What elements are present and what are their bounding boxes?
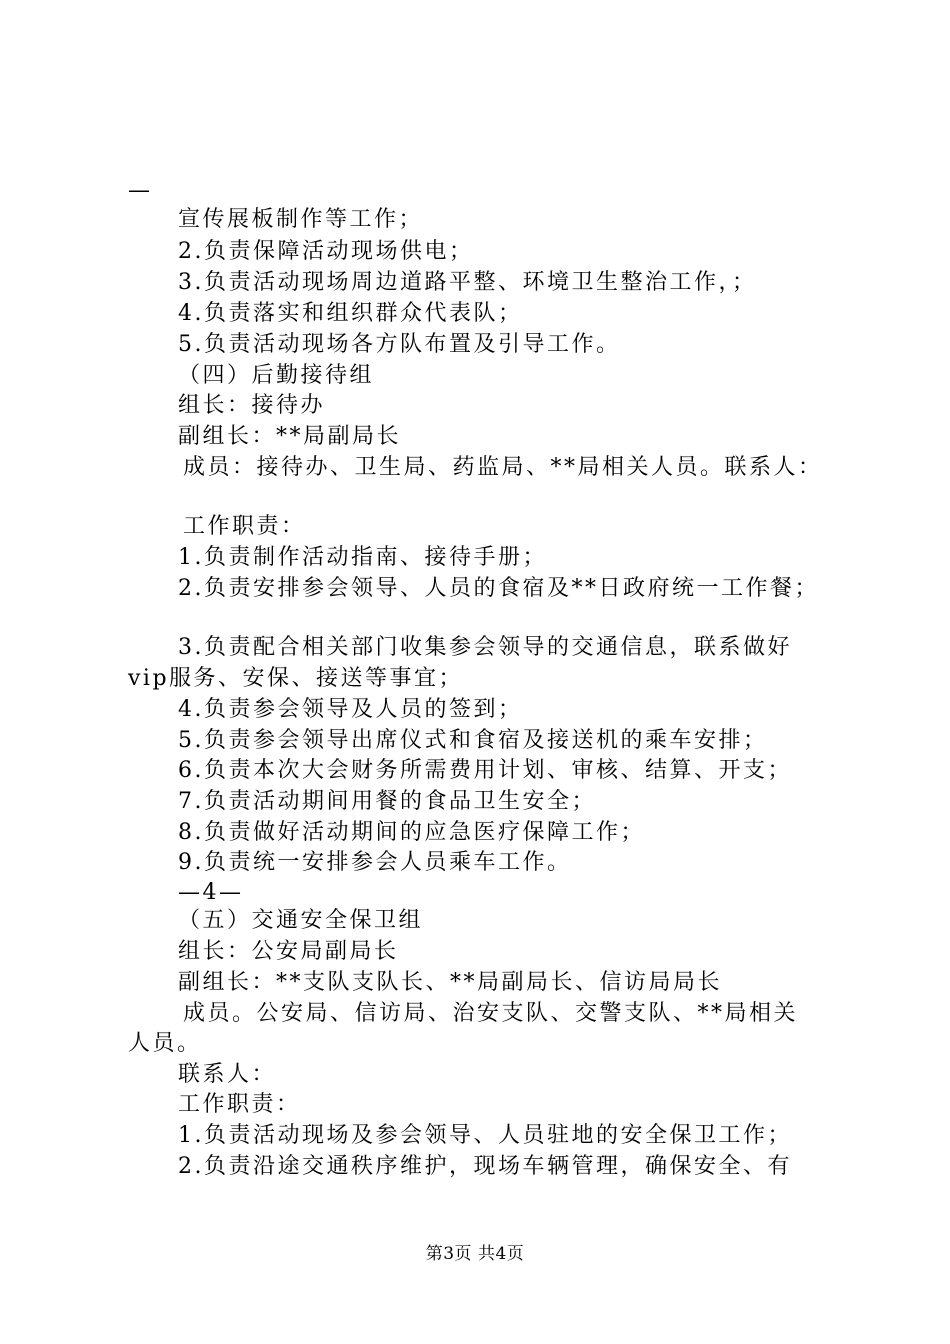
text-line: 4.负责落实和组织群众代表队； <box>178 301 523 326</box>
text-line: 副组长：**支队支队长、**局副局长、信访局局长 <box>178 970 723 995</box>
text-line: 9.负责统一安排参会人员乘车工作。 <box>178 850 572 875</box>
text-line: 组长：接待办 <box>178 393 326 418</box>
text-line: 5.负责参会领导出席仪式和食宿及接送机的乘车安排； <box>178 728 768 753</box>
text-line: 成员。公安局、信访局、治安支队、交警支队、**局相关 <box>183 1001 799 1026</box>
text-line: 组长：公安局副局长 <box>178 939 399 964</box>
text-line: vip服务、安保、接送等事宜； <box>128 666 464 691</box>
text-line: 5.负责活动现场各方队布置及引导工作。 <box>178 332 621 357</box>
text-line: 3.负责配合相关部门收集参会领导的交通信息，联系做好 <box>178 635 792 660</box>
inline-page-number: —4— <box>178 880 244 905</box>
text-line: 工作职责： <box>183 514 306 539</box>
text-line: 6.负责本次大会财务所需费用计划、审核、结算、开支； <box>178 758 792 783</box>
text-line: 1.负责活动现场及参会领导、人员驻地的安全保卫工作； <box>178 1123 792 1148</box>
text-line: 8.负责做好活动期间的应急医疗保障工作； <box>178 820 645 845</box>
text-line: 2.负责保障活动现场供电； <box>178 239 474 264</box>
text-line: 4.负责参会领导及人员的签到； <box>178 697 523 722</box>
text-line: 联系人： <box>178 1062 277 1087</box>
text-line: 成员：接待办、卫生局、药监局、**局相关人员。联系人： <box>183 455 823 480</box>
section-heading: （四）后勤接待组 <box>178 363 375 388</box>
section-heading: （五）交通安全保卫组 <box>178 908 424 933</box>
text-line: 宣传展板制作等工作； <box>178 207 424 232</box>
text-line: 1.负责制作活动指南、接待手册； <box>178 545 547 570</box>
text-line: 人员。 <box>128 1031 202 1056</box>
text-line: 2.负责沿途交通秩序维护，现场车辆管理，确保安全、有 <box>178 1154 792 1179</box>
page-footer: 第3页 共4页 <box>425 1244 525 1264</box>
text-line: 工作职责： <box>178 1092 301 1117</box>
text-line: — <box>128 178 153 203</box>
text-line: 2.负责安排参会领导、人员的食宿及**日政府统一工作餐； <box>178 576 819 601</box>
text-line: 3.负责活动现场周边道路平整、环境卫生整治工作，； <box>178 270 757 295</box>
text-line: 7.负责活动期间用餐的食品卫生安全； <box>178 789 596 814</box>
text-line: 副组长：**局副局长 <box>178 424 402 449</box>
